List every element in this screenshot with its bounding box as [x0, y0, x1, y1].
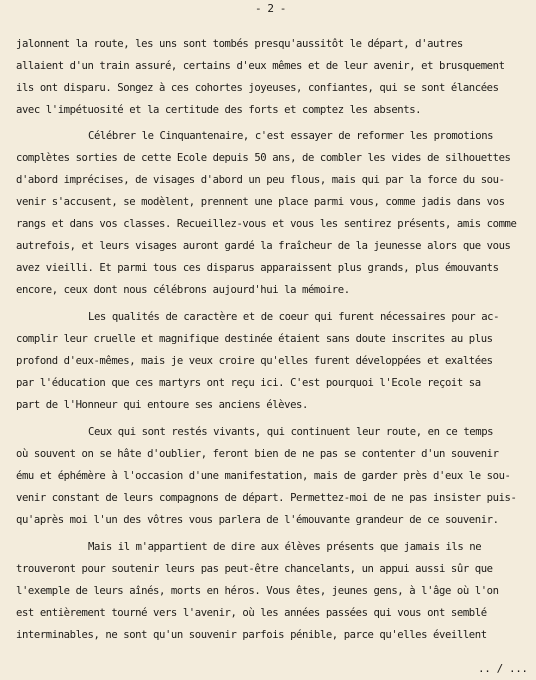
text-line: avec l'impétuosité et la certitude des forts et comptez les absents. — [16, 104, 422, 116]
text-line: ils ont disparu. Songez à ces cohortes joyeuses, confiantes, qui se sont élancées — [16, 82, 499, 94]
text-line: Mais il m'appartient de dire aux élèves présents que jamais ils ne — [88, 541, 482, 553]
text-line: complètes sorties de cette Ecole depuis 50 ans, de combler les vides de silhouettes — [16, 152, 511, 164]
text-line: avez vieilli. Et parmi tous ces disparus apparaissent plus grands, plus émouvants — [16, 262, 499, 274]
text-line: d'abord imprécises, de visages d'abord un peu flous, mais qui par la force du sou- — [16, 174, 505, 186]
text-line: qu'après moi l'un des vôtres vous parlera de l'émouvante grandeur de ce souvenir. — [16, 514, 499, 526]
text-line: Ceux qui sont restés vivants, qui continuent leur route, en ce temps — [88, 426, 494, 438]
text-line: allaient d'un train assuré, certains d'eux mêmes et de leur avenir, et brusquement — [16, 60, 505, 72]
text-line: interminables, ne sont qu'un souvenir parfois pénible, parce qu'elles éveillent — [16, 629, 487, 641]
text-line: trouveront pour soutenir leurs pas peut-être chancelants, un appui aussi sûr que — [16, 563, 493, 575]
text-line: part de l'Honneur qui entoure ses anciens élèves. — [16, 399, 308, 411]
text-line: venir constant de leurs compagnons de départ. Permettez-moi de ne pas insister puis- — [16, 492, 517, 504]
text-line: rangs et dans vos classes. Recueillez-vous et vous les sentirez présents, amis comme — [16, 218, 517, 230]
page-number: - 2 - — [255, 2, 287, 15]
text-line: autrefois, et leurs visages auront gardé la fraîcheur de la jeunesse alors que vous — [16, 240, 511, 252]
text-line: Célébrer le Cinquantenaire, c'est essayer de reformer les promotions — [88, 130, 494, 142]
text-line: par l'éducation que ces martyrs ont reçu ici. C'est pourquoi l'Ecole reçoit sa — [16, 377, 481, 389]
continuation-mark: .. / ... — [478, 662, 528, 675]
text-line: est entièrement tourné vers l'avenir, où les années passées qui vous ont semblé — [16, 607, 487, 619]
text-line: encore, ceux dont nous célébrons aujourd'hui la mémoire. — [16, 284, 350, 296]
text-line: venir s'accusent, se modèlent, prennent une place parmi vous, comme jadis dans vos — [16, 196, 505, 208]
text-line: Les qualités de caractère et de coeur qui furent nécessaires pour ac- — [88, 311, 500, 323]
text-line: où souvent on se hâte d'oublier, feront bien de ne pas se contenter d'un souvenir — [16, 448, 499, 460]
text-line: l'exemple de leurs aînés, morts en héros. Vous êtes, jeunes gens, à l'âge où l'on — [16, 585, 499, 597]
text-line: ému et éphémère à l'occasion d'une manifestation, mais de garder près d'eux le sou- — [16, 470, 511, 482]
text-line: profond d'eux-mêmes, mais je veux croire qu'elles furent développées et exaltées — [16, 355, 493, 367]
text-line: jalonnent la route, les uns sont tombés presqu'aussitôt le départ, d'autres — [16, 38, 463, 50]
text-line: complir leur cruelle et magnifique destinée étaient sans doute inscrites au plus — [16, 333, 493, 345]
